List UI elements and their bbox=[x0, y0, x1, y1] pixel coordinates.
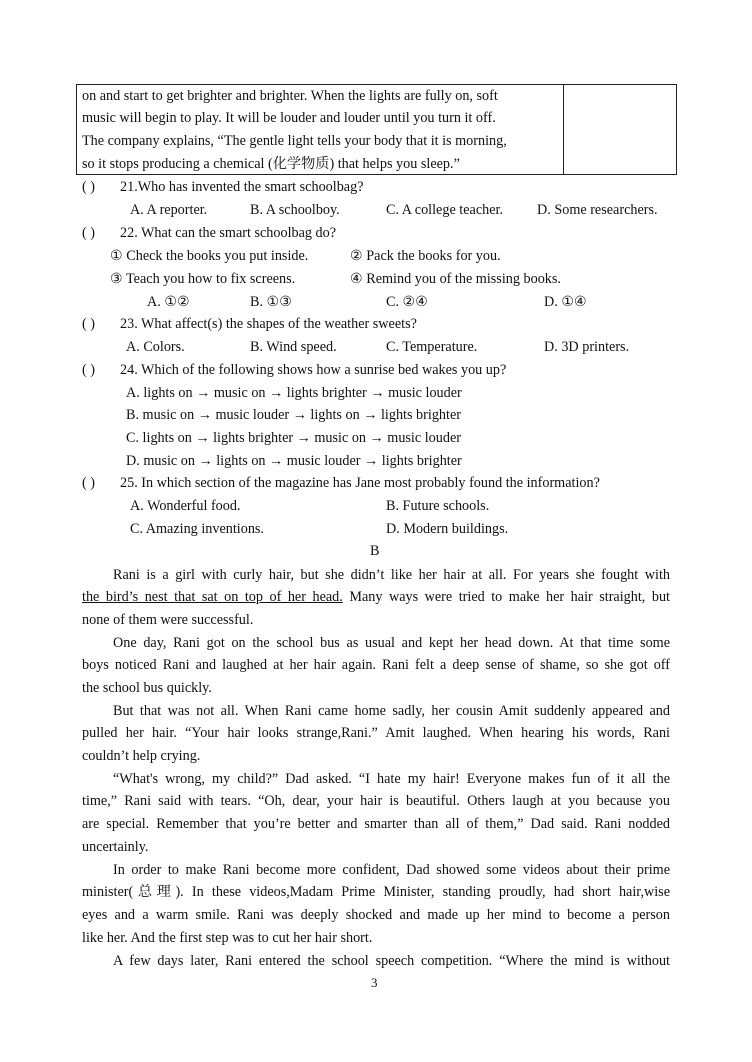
option-c: C. A college teacher. bbox=[386, 202, 504, 218]
underlined-phrase: the bird’s nest that sat on top of her head. bbox=[82, 589, 343, 605]
table-text-line: The company explains, “The gentle light tells your body that it is morning, bbox=[82, 133, 507, 149]
answer-blank: ( ) bbox=[82, 179, 95, 195]
choice-item: ④ Remind you of the missing books. bbox=[350, 271, 561, 287]
option-d: D. ①④ bbox=[544, 294, 587, 310]
answer-blank: ( ) bbox=[82, 225, 95, 241]
choice-item: ② Pack the books for you. bbox=[350, 248, 501, 264]
table-text-line: so it stops producing a chemical (化学物质) that helps you sleep.” bbox=[82, 156, 460, 172]
passage-line: like her. And the first step was to cut her hair short. bbox=[82, 930, 373, 946]
option-a: A. ①② bbox=[147, 294, 190, 310]
answer-blank: ( ) bbox=[82, 362, 95, 378]
passage-line: eyes and a warm smile. Rani was deeply shocked and made up her mind to become a person bbox=[82, 907, 670, 923]
option-d: D. 3D printers. bbox=[544, 339, 630, 355]
question-stem: 24. Which of the following shows how a sunrise bed wakes you up? bbox=[120, 362, 507, 378]
option-a: A. Colors. bbox=[126, 339, 185, 355]
question-stem: 22. What can the smart schoolbag do? bbox=[120, 225, 337, 241]
passage-line: In order to make Rani become more confident, Dad showed some videos about their prime bbox=[113, 862, 670, 878]
passage-line: time,” Rani said with tears. “Oh, dear, your hair is beautiful. Others laugh at you because you bbox=[82, 793, 670, 809]
passage-line: boys noticed Rani and laughed at her hair again. Rani felt a deep sense of shame, so she got off bbox=[82, 657, 670, 673]
option-d: D. Modern buildings. bbox=[386, 521, 509, 537]
passage-line: none of them were successful. bbox=[82, 612, 254, 628]
question-stem: 21.Who has invented the smart schoolbag? bbox=[120, 179, 364, 195]
option-c: C. lights on → lights brighter → music on → music louder bbox=[126, 430, 461, 446]
page-number: 3 bbox=[371, 975, 378, 990]
option-b: B. Future schools. bbox=[386, 498, 490, 514]
passage-line: Rani is a girl with curly hair, but she didn’t like her hair at all. For years she fought with bbox=[113, 567, 670, 583]
table-column-divider bbox=[563, 84, 564, 175]
option-d: D. music on → lights on → music louder → lights brighter bbox=[126, 453, 462, 469]
passage-line: are special. Remember that you’re better and smarter than all of them,” Dad said. Rani nodded bbox=[82, 816, 670, 832]
question-stem: 25. In which section of the magazine has Jane most probably found the information? bbox=[120, 475, 600, 491]
passage-line: uncertainly. bbox=[82, 839, 149, 855]
question-stem: 23. What affect(s) the shapes of the weather sweets? bbox=[120, 316, 417, 332]
passage-line: minister(总理). In these videos,Madam Prime Minister, standing proudly, had short hair,wise bbox=[82, 884, 670, 900]
passage-line bbox=[82, 587, 670, 607]
passage-text: Many ways were tried to make her hair straight, but bbox=[342, 589, 671, 605]
passage-line: “What's wrong, my child?” Dad asked. “I hate my hair! Everyone makes fun of it all the bbox=[113, 771, 670, 787]
option-b: B. A schoolboy. bbox=[250, 202, 340, 218]
option-c: C. Temperature. bbox=[386, 339, 478, 355]
table-text-line: on and start to get brighter and brighter. When the lights are fully on, soft bbox=[82, 88, 498, 104]
option-b: B. ①③ bbox=[250, 294, 292, 310]
passage-line: But that was not all. When Rani came home sadly, her cousin Amit suddenly appeared and bbox=[113, 703, 670, 719]
option-a: A. Wonderful food. bbox=[130, 498, 241, 514]
choice-item: ① Check the books you put inside. bbox=[110, 248, 309, 264]
option-c: C. ②④ bbox=[386, 294, 428, 310]
option-a: A. A reporter. bbox=[130, 202, 208, 218]
option-a: A. lights on → music on → lights brighter → music louder bbox=[126, 385, 462, 401]
passage-line: pulled her hair. “Your hair looks strange,Rani.” Amit laughed. When hearing his words, Rani bbox=[82, 725, 670, 741]
answer-blank: ( ) bbox=[82, 316, 95, 332]
option-b: B. music on → music louder → lights on → lights brighter bbox=[126, 407, 461, 423]
passage-line: couldn’t help crying. bbox=[82, 748, 201, 764]
passage-line: the school bus quickly. bbox=[82, 680, 212, 696]
table-text-line: music will begin to play. It will be louder and louder until you turn it off. bbox=[82, 110, 496, 126]
passage-line: One day, Rani got on the school bus as usual and kept her head down. At that time some bbox=[113, 635, 670, 651]
option-d: D. Some researchers. bbox=[537, 202, 658, 218]
option-b: B. Wind speed. bbox=[250, 339, 337, 355]
option-c: C. Amazing inventions. bbox=[130, 521, 264, 537]
choice-item: ③ Teach you how to fix screens. bbox=[110, 271, 296, 287]
answer-blank: ( ) bbox=[82, 475, 95, 491]
section-heading: B bbox=[370, 543, 380, 559]
passage-line: A few days later, Rani entered the school speech competition. “Where the mind is without bbox=[113, 953, 670, 969]
